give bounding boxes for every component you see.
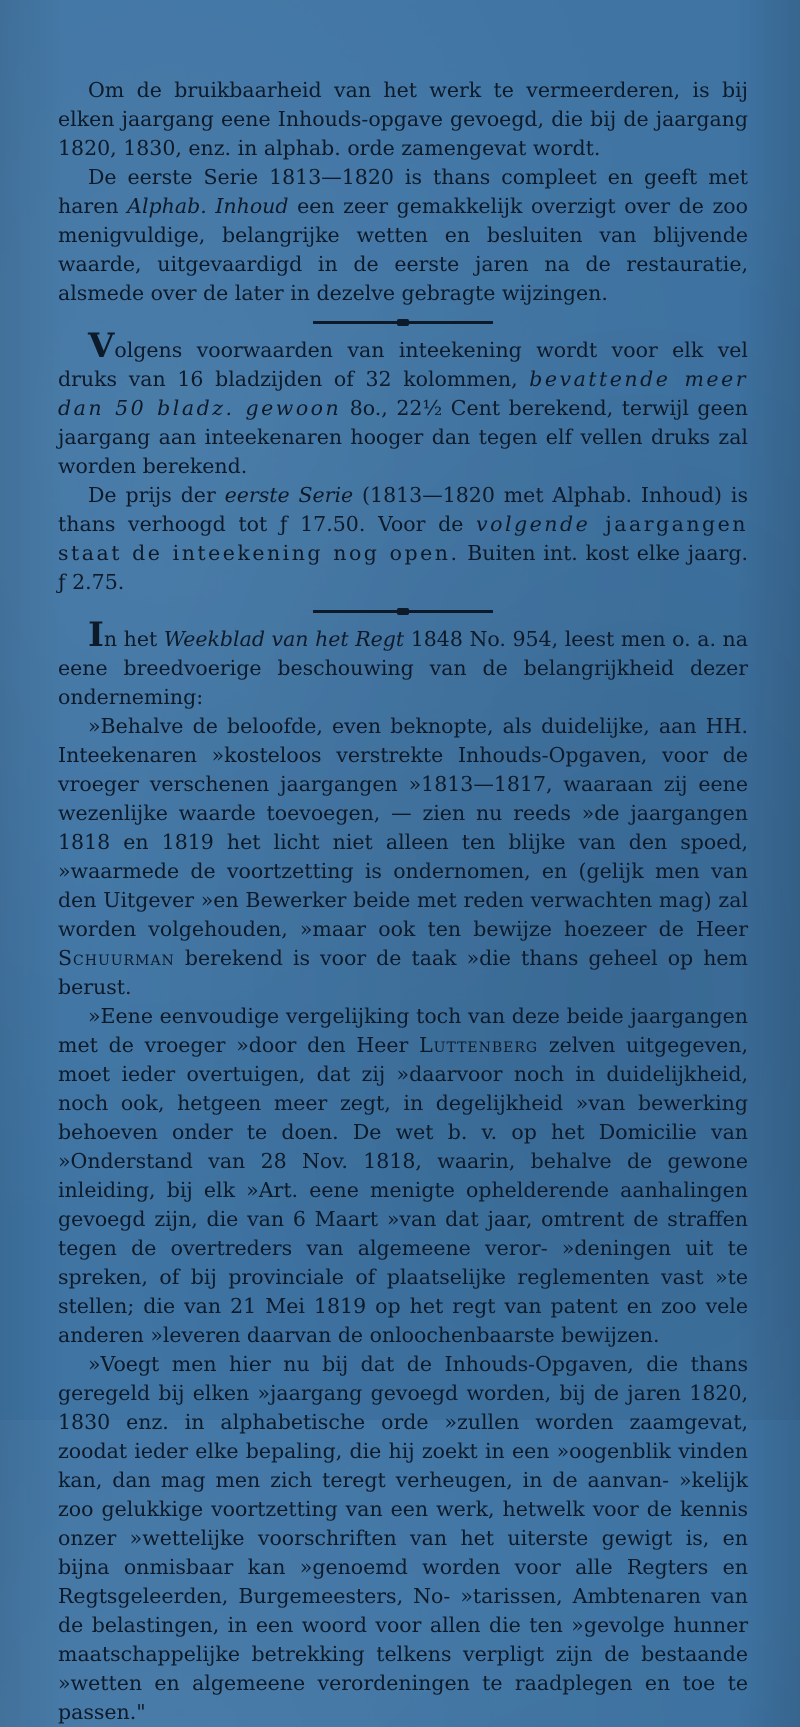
text-run: De prijs der <box>88 483 225 507</box>
quote-paragraph-3: »Voegt men hier nu bij dat de Inhouds-Opgaven, die thans geregeld bij elken »jaargang gevoegd worden, bij de jaren 1820, 1830 enz. in alphabetische orde »zullen worden zaamgevat, zoodat ieder elke bepaling, die hij zoekt in een »oogenblik vinden kan, dan mag men zich teregt verheugen, in de aanvan- »kelijk zoo gelukkige voortzetting van een werk, hetwelk voor de kennis onzer »wettelijke voorschriften van het uiterste gewigt is, en bijna onmisbaar kan »genoemd worden voor alle Regters en Regtsgeleerden, Burgemeesters, No- »tarissen, Ambtenaren van de belastingen, in een woord voor allen die ten »gevolge hunner maatschappelijke betrekking telkens verpligt zijn de bestaande »wetten en algemeene verordeningen te raadplegen en toe te passen." <box>58 1352 748 1724</box>
text-run: olgens voorwaarden van inteekening wordt voor elk vel druks van 16 bladzijden of 32 kolommen, <box>58 338 748 391</box>
text-emphasis: eerste Serie <box>224 483 354 507</box>
paragraph-first-series <box>58 163 748 308</box>
text-smallcaps: Schuurman <box>58 946 175 970</box>
drop-cap: I <box>88 615 104 655</box>
text-emphasis: Alphab. Inhoud <box>127 194 289 218</box>
section-divider <box>313 610 493 613</box>
text-emphasis: volgende <box>476 512 591 536</box>
page-content <box>58 76 748 1727</box>
text-emphasis: bevattende meer dan 50 bladz. gewoon <box>58 367 748 420</box>
text-emphasis: Weekblad van het Regt <box>163 627 405 651</box>
section-divider <box>313 321 493 324</box>
text-run: 1848 No. 954, leest men o. a. na eene breedvoerige beschouwing van de belangrijkheid dezer onderneming: <box>58 627 748 709</box>
section-review <box>58 615 748 1727</box>
section-conditions <box>58 326 748 597</box>
text-run: (1813—1820 met Alphab. Inhoud) is thans verhoogd tot ƒ 17.50. Voor de <box>58 483 748 536</box>
text-run: De eerste Serie 1813—1820 is thans compleet en geeft met haren <box>58 165 748 218</box>
text-smallcaps: Luttenberg <box>419 1033 539 1057</box>
text-run: zelven uitgegeven, moet ieder overtuigen, dat zij »daarvoor noch in duidelijkheid, noch ook, hetgeen meer zegt, in degelijkheid »van bewerking behoeven onder te doen. De wet b. v. op het Domicilie van »Onderstand van 28 Nov. 1818, waarin, behalve de gewone inleiding, bij elk »Art. eene menigte ophelderende aanhalingen gevoegd zijn, die van 6 Maart »van dat jaar, omtrent de straffen tegen de overtreders van algemeene veror- »deningen uit te spreken, of bij provinciale of plaatselijke reglementen vast »te stellen; die van 21 Mei 1819 op het regt van patent en zoo vele anderen »leveren daarvan de onloochenbaarste bewijzen. <box>58 1033 748 1347</box>
quote-paragraph-2 <box>58 1002 748 1350</box>
text-run: n het <box>103 627 164 651</box>
paragraph-price <box>58 481 748 597</box>
text-run: berekend is voor de taak »die thans geheel op hem berust. <box>58 946 748 999</box>
quote-paragraph-1 <box>58 712 748 1002</box>
text-spaced: jaargangen staat de inteekening nog open. <box>58 512 748 565</box>
text-run: Buiten int. kost elke jaarg. ƒ 2.75. <box>58 541 748 594</box>
paragraph-subscription-terms <box>58 326 748 481</box>
paragraph-weekblad-intro <box>58 615 748 712</box>
text-run: 8o., 22½ Cent berekend, terwijl geen jaargang aan inteekenaren hooger dan tegen elf vellen druks zal worden berekend. <box>58 396 748 478</box>
section-usage <box>58 76 748 308</box>
text-run: een zeer gemakkelijk overzigt over de zoo menigvuldige, belangrijke wetten en besluiten van blijvende waarde, uitgevaardigd in de eerste jaren na de restauratie, alsmede over de later in dezelve gebragte wijzingen. <box>58 194 748 305</box>
paragraph-usage-intro: Om de bruikbaarheid van het werk te vermeerderen, is bij elken jaargang eene Inhouds-opgave gevoegd, die bij de jaargang 1820, 1830, enz. in alphab. orde zamengevat wordt. <box>58 78 748 160</box>
text-run: »Behalve de beloofde, even beknopte, als duidelijke, aan HH. Inteekenaren »kosteloos verstrekte Inhouds-Opgaven, voor de vroeger verschenen jaargangen »1813—1817, waaraan zij eene wezenlijke waarde toevoegen, — zien nu reeds »de jaargangen 1818 en 1819 het licht niet alleen ten blijke van den spoed, »waarmede de voortzetting is ondernomen, en (gelijk men van den Uitgever »en Bewerker beide met reden verwachten mag) zal worden volgehouden, »maar ook ten bewijze hoezeer de Heer <box>58 714 748 941</box>
text-run: »Eene eenvoudige vergelijking toch van deze beide jaargangen met de vroeger »door den Heer <box>58 1004 748 1057</box>
drop-cap: V <box>88 326 115 366</box>
